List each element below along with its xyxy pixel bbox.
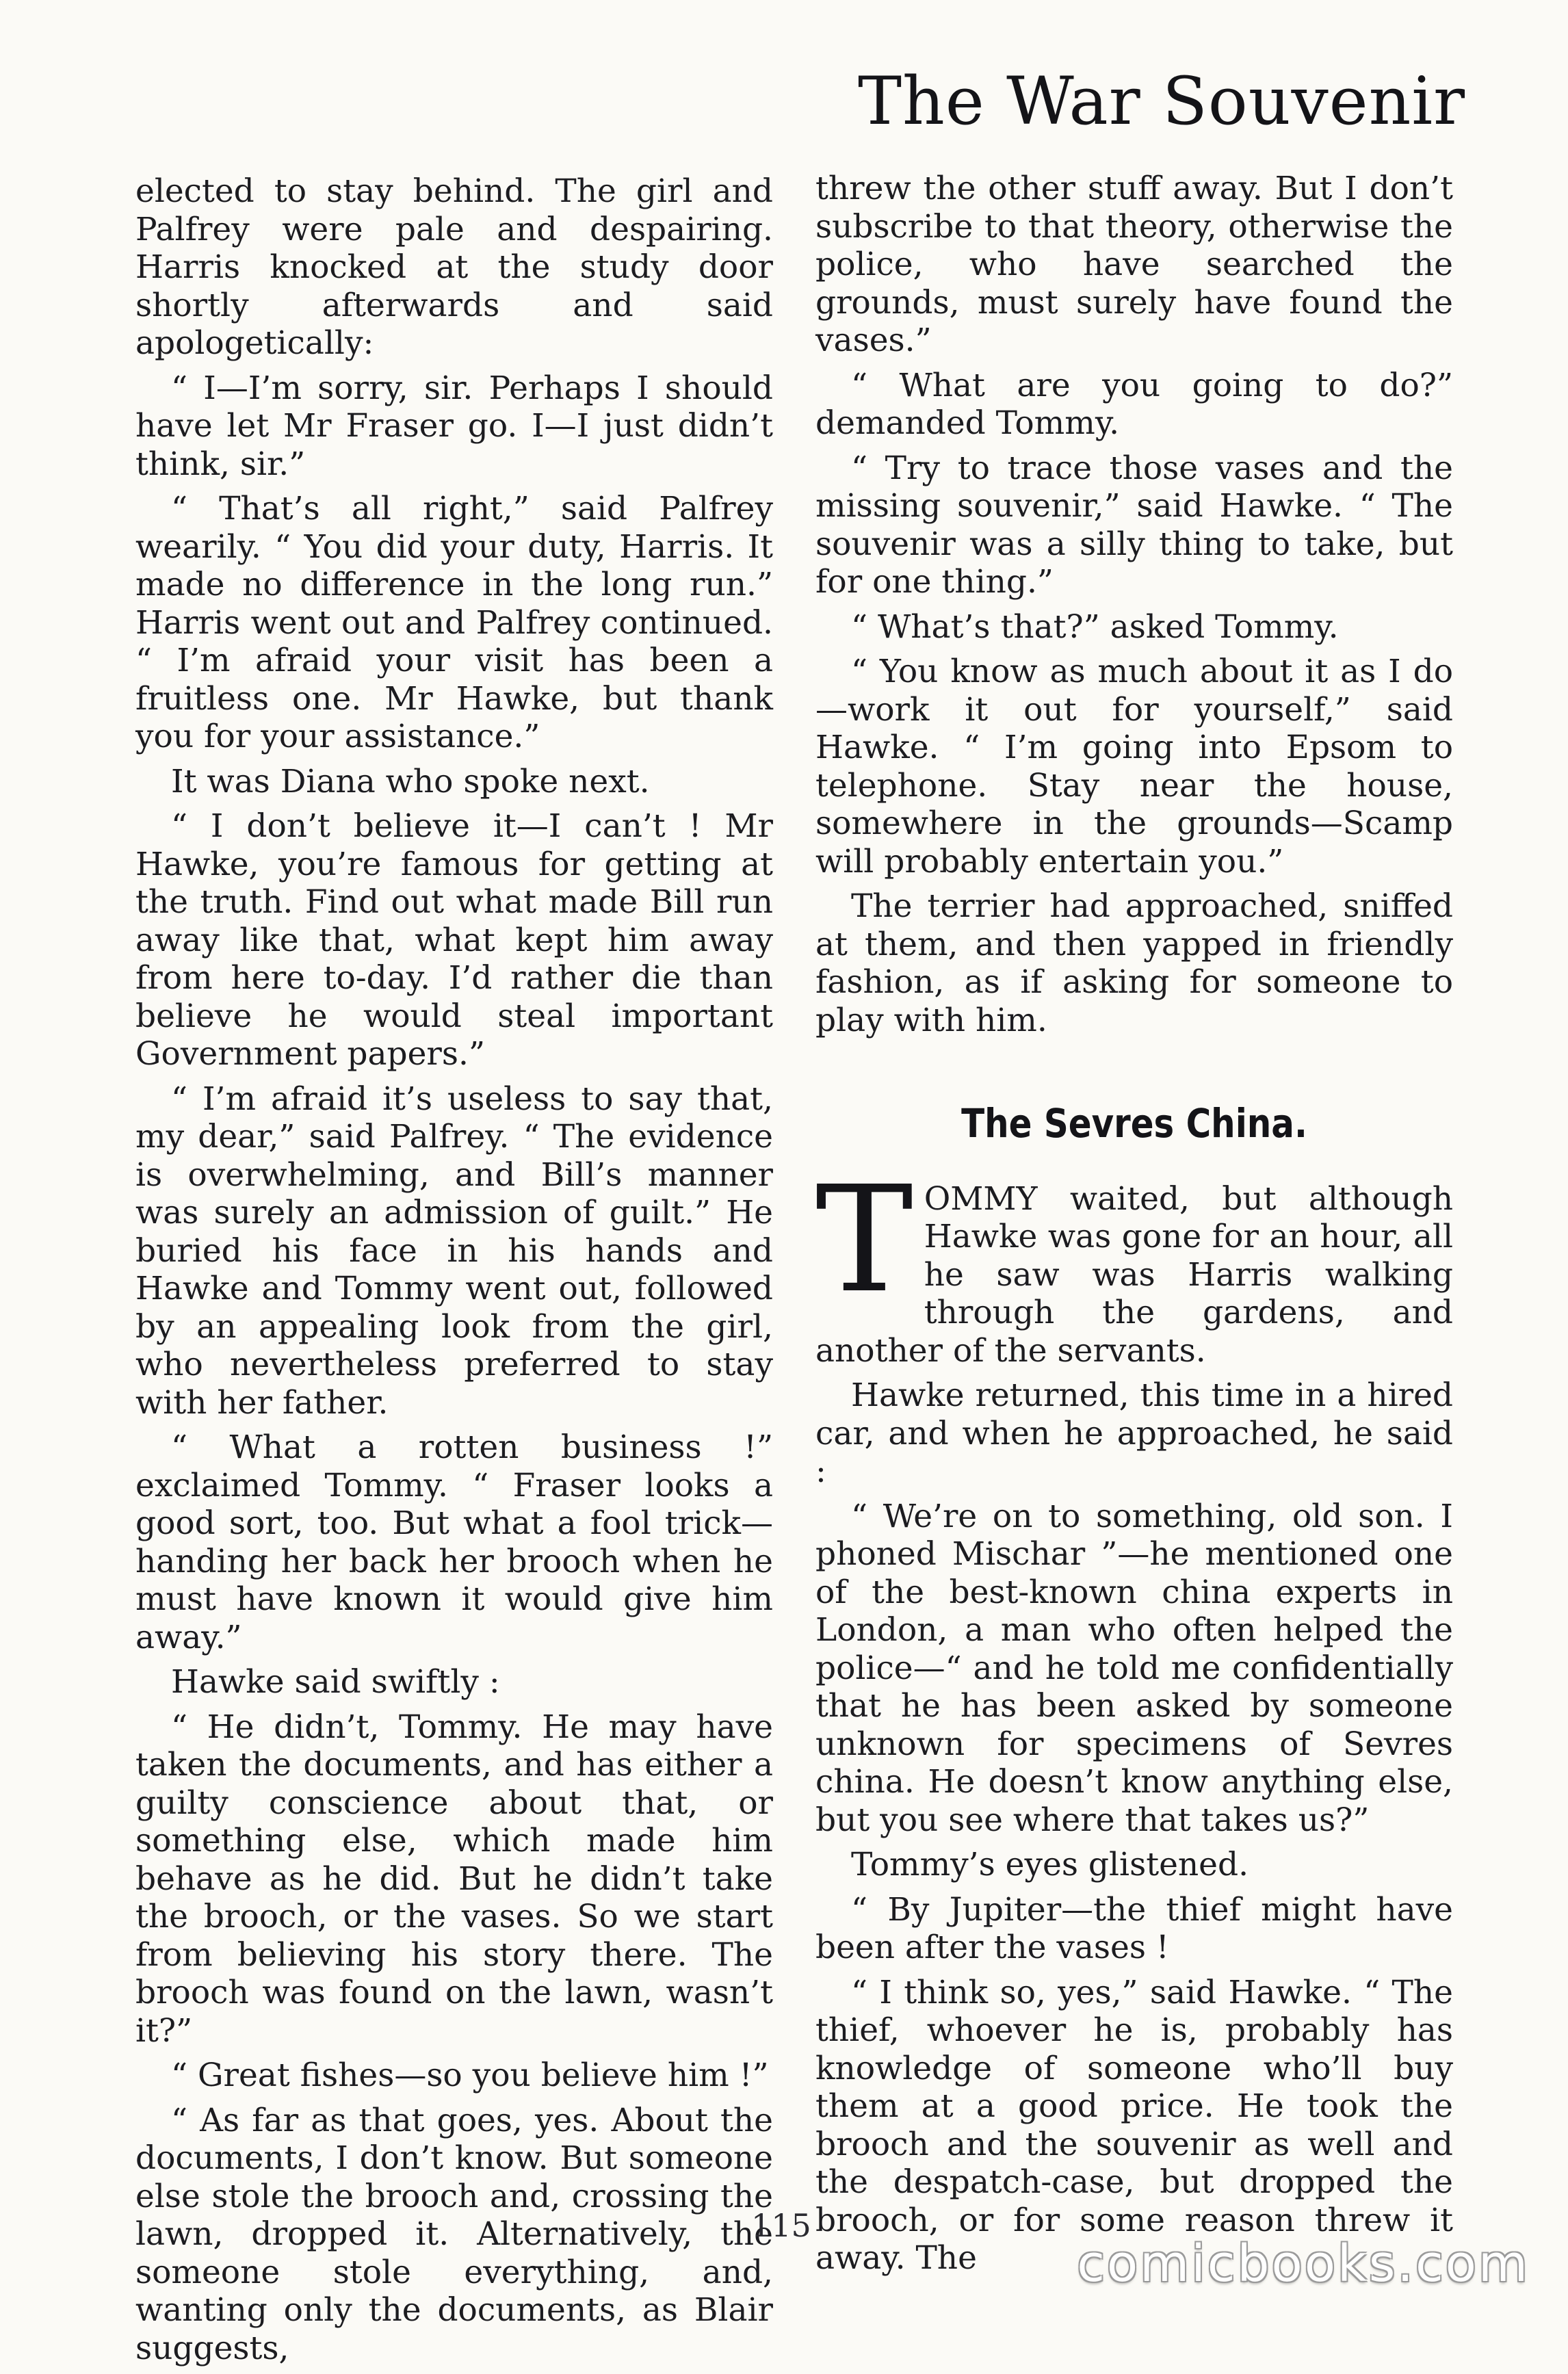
running-title: The War Souvenir xyxy=(857,63,1465,140)
opening-paragraph xyxy=(815,1154,1453,1370)
paragraph: “ We’re on to something, old son. I phoned Mischar ”—he mentioned one of the best-known china experts in London, a man who often helped the police—“ and he told me confidentially that he has been asked by someone unknown for specimens of Sevres china. He doesn’t know anything else, but you see where that takes us?” xyxy=(815,1497,1453,1839)
paragraph: It was Diana who spoke next. xyxy=(171,762,650,800)
right-column xyxy=(815,170,1453,2284)
paragraph: “ He didn’t, Tommy. He may have taken the documents, and has either a guilty conscience about that, or something else, which made him behave as he did. But he didn’t take the brooch, or the vases. So we start from believing his story there. The brooch was found on the lawn, wasn’t it?” xyxy=(135,1708,773,2050)
drop-cap: T xyxy=(815,1154,913,1325)
paragraph: “ What a rotten business !” exclaimed Tommy. “ Fraser looks a good sort, too. But what a fool trick—handing her back her brooch when he must have known it would give him away.” xyxy=(135,1429,773,1656)
watermark-logo: comicbooks.com xyxy=(1077,2234,1530,2293)
paragraph: Hawke returned, this time in a hired car, and when he approached, he said : xyxy=(815,1377,1453,1490)
paragraph: “ You know as much about it as I do—work it out for yourself,” said Hawke. “ I’m going into Epsom to telephone. Stay near the house, somewhere in the grounds—Scamp will probably entertain you.” xyxy=(815,653,1453,881)
paragraph: The terrier had approached, sniffed at them, and then yapped in friendly fashion, as if asking for someone to play with him. xyxy=(815,887,1453,1039)
paragraph: “ I think so, yes,” said Hawke. “ The thief, whoever he is, probably has knowledge of someone who’ll buy them at a good price. He took the brooch and the souvenir as well and the despatch-case, but dropped the brooch, or for some reason threw it away. The xyxy=(815,1973,1453,2277)
paragraph: “ I—I’m sorry, sir. Perhaps I should have let Mr Fraser go. I—I just didn’t think, sir.” xyxy=(135,369,773,483)
paragraph: elected to stay behind. The girl and Palfrey were pale and despairing. Harris knocked at the study door shortly afterwards and said apologetically: xyxy=(135,172,773,362)
paragraph: Hawke said swiftly : xyxy=(171,1663,500,1701)
paragraph: “ Try to trace those vases and the missing souvenir,” said Hawke. “ The souvenir was a silly thing to take, but for one thing.” xyxy=(815,449,1453,601)
paragraph: “ I’m afraid it’s useless to say that, my dear,” said Palfrey. “ The evidence is overwhelming, and Bill’s manner was surely an admission of guilt.” He buried his face in his hands and Hawke and Tommy went out, followed by an appealing look from the girl, who nevertheless preferred to stay with her father. xyxy=(135,1080,773,1422)
section-heading: The Sevres China. xyxy=(961,1100,1307,1147)
paragraph: “ By Jupiter—the thief might have been after the vases ! xyxy=(815,1890,1453,1966)
paragraph: “ As far as that goes, yes. About the documents, I don’t know. But someone else stole the brooch and, crossing the lawn, dropped it. Alternatively, the someone stole everything, and, wanting only the documents, as Blair suggests, xyxy=(135,2101,773,2367)
page-number: 115 xyxy=(751,2207,811,2244)
paragraph: “ That’s all right,” said Palfrey wearily. “ You did your duty, Harris. It made no difference in the long run.” Harris went out and Palfrey continued. “ I’m afraid your visit has been a fruitless one. Mr Hawke, but thank you for your assistance.” xyxy=(135,490,773,755)
paragraph: “ I don’t believe it—I can’t ! Mr Hawke, you’re famous for getting at the truth. Find out what made Bill run away like that, what kept him away from here to-day. I’d rather die than believe he would steal important Government papers.” xyxy=(135,807,773,1073)
left-column xyxy=(135,172,773,2374)
paragraph: “ Great fishes—so you believe him !” xyxy=(171,2057,769,2094)
opening-paragraph-text: OMMY waited, but although Hawke was gone for an hour, all he saw was Harris walking through the gardens, and another of the servants. xyxy=(815,1179,1453,1370)
paragraph: Tommy’s eyes glistened. xyxy=(851,1846,1249,1883)
paragraph: “ What are you going to do?” demanded Tommy. xyxy=(815,366,1453,442)
paragraph: threw the other stuff away. But I don’t subscribe to that theory, otherwise the police, who have searched the grounds, must surely have found the vases.” xyxy=(815,170,1453,359)
paragraph: “ What’s that?” asked Tommy. xyxy=(851,608,1339,646)
